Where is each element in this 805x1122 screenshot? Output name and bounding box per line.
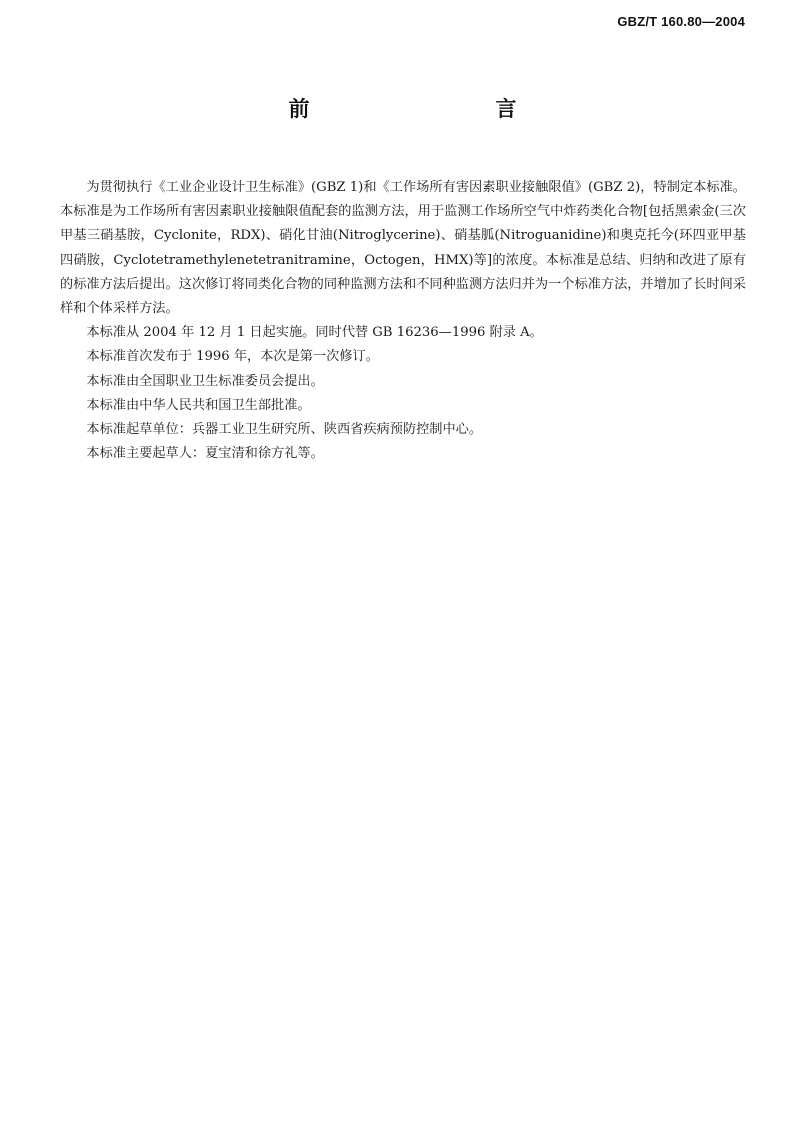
paragraph-first-release: 本标准首次发布于 1996 年，本次是第一次修订。 — [86, 349, 379, 365]
paragraph-drafting-units: 本标准起草单位：兵器工业卫生研究所、陕西省疾病预防控制中心。 — [86, 422, 483, 438]
page-title: 前 言 — [288, 97, 565, 121]
paragraph-proposer: 本标准由全国职业卫生标准委员会提出。 — [86, 373, 324, 389]
standard-number: GBZ/T 160.80—2004 — [617, 14, 745, 29]
foreword-body — [60, 176, 746, 466]
paragraph-purpose: 为贯彻执行《工业企业设计卫生标准》(GBZ 1)和《工作场所有害因素职业接触限值》(GBZ 2)，特制定本标准。本标准是为工作场所有害因素职业接触限值配套的监测方法，用于监测工作场所空气中炸药类化合物[包括黑索金(三次甲基三硝基胺，Cyclonite，RDX)、硝化甘油(Nitroglycerine)、硝基胍(Nitroguanidine)和奥克托今(环四亚甲基四硝胺，Cyclotetramethylenetetranitramine，Octogen，HMX)等]的浓度。本标准是总结、归纳和改进了原有的标准方法后提出。这次修订将同类化合物的同种监测方法和不同种监测方法归并为一个标准方法，并增加了长时间采样和个体采样方法。 — [60, 180, 746, 317]
paragraph-drafters: 本标准主要起草人：夏宝清和徐方礼等。 — [86, 446, 324, 462]
paragraph-approver: 本标准由中华人民共和国卫生部批准。 — [86, 397, 311, 413]
paragraph-effective-date: 本标准从 2004 年 12 月 1 日起实施。同时代替 GB 16236—1996 附录 A。 — [86, 325, 543, 341]
